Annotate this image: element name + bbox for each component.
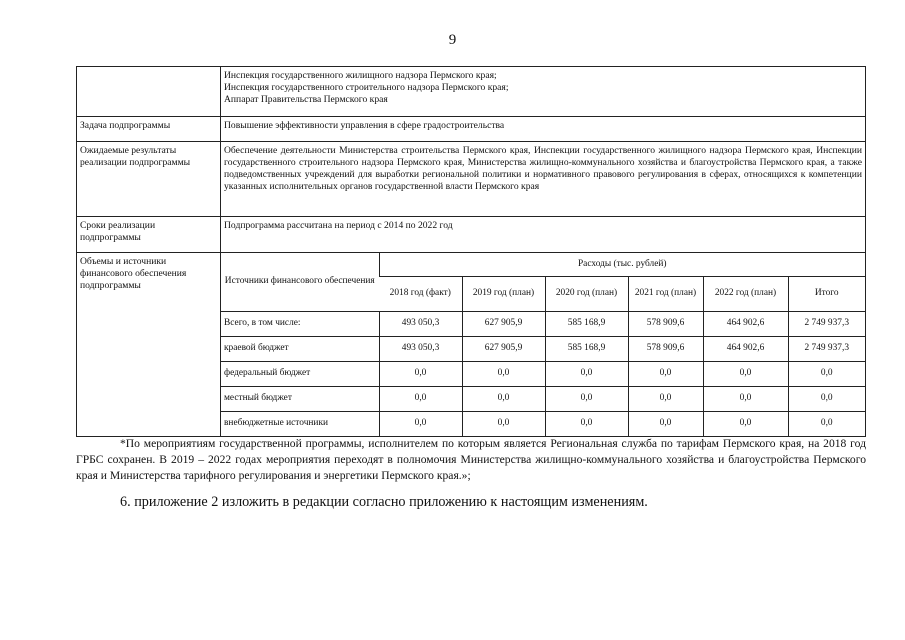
expenses-header: Расходы (тыс. рублей) bbox=[379, 253, 865, 276]
amount-cell: 0,0 bbox=[628, 411, 703, 436]
amount-cell: 0,0 bbox=[379, 411, 462, 436]
amount-cell: 0,0 bbox=[379, 361, 462, 386]
year-column-header: 2021 год (план) bbox=[628, 276, 703, 311]
page-number: 9 bbox=[448, 32, 457, 48]
results-label: Ожидаемые результаты реализации подпрограммы bbox=[77, 142, 221, 217]
amount-cell: 0,0 bbox=[788, 361, 865, 386]
source-name: федеральный бюджет bbox=[221, 361, 379, 386]
amount-cell: 0,0 bbox=[462, 411, 545, 436]
amount-cell: 493 050,3 bbox=[379, 336, 462, 361]
amount-cell: 0,0 bbox=[545, 361, 628, 386]
executors-label-cell bbox=[77, 67, 221, 117]
amount-cell: 2 749 937,3 bbox=[788, 336, 865, 361]
total-column-header: Итого bbox=[788, 276, 865, 311]
finance-header-row bbox=[221, 253, 865, 276]
subprogram-passport-table bbox=[76, 66, 866, 437]
results-value: Обеспечение деятельности Министерства строительства Пермского края, Инспекции государственного жилищного надзора Пермского края, Инспекции государственного строительного надзора Пермского края, Министерства жилищно-коммунального хозяйства и благоустройства Пермского края, а также подведомственных учреждений для выработки региональной политики и нормативного правового регулирования в сферах, относящихся к компетенции указанных исполнительных органов государственной власти Пермского края bbox=[221, 142, 866, 217]
table-row bbox=[221, 336, 865, 361]
amount-cell: 0,0 bbox=[788, 411, 865, 436]
terms-value: Подпрограмма рассчитана на период с 2014 по 2022 год bbox=[221, 217, 866, 253]
amount-cell: 585 168,9 bbox=[545, 336, 628, 361]
amount-cell: 0,0 bbox=[628, 386, 703, 411]
amount-cell: 0,0 bbox=[788, 386, 865, 411]
source-name: краевой бюджет bbox=[221, 336, 379, 361]
amount-cell: 0,0 bbox=[703, 386, 788, 411]
year-column-header: 2018 год (факт) bbox=[379, 276, 462, 311]
amount-cell: 578 909,6 bbox=[628, 311, 703, 336]
source-name: Всего, в том числе: bbox=[221, 311, 379, 336]
amount-cell: 0,0 bbox=[462, 386, 545, 411]
finance-row bbox=[77, 253, 866, 437]
year-column-header: 2019 год (план) bbox=[462, 276, 545, 311]
terms-row bbox=[77, 217, 866, 253]
task-value: Повышение эффективности управления в сфере градостроительства bbox=[221, 117, 866, 142]
amount-cell: 464 902,6 bbox=[703, 311, 788, 336]
source-header: Источники финансового обеспечения bbox=[221, 253, 379, 311]
task-row bbox=[77, 117, 866, 142]
table-row bbox=[221, 411, 865, 436]
amount-cell: 0,0 bbox=[379, 386, 462, 411]
task-label: Задача подпрограммы bbox=[77, 117, 221, 142]
amount-cell: 0,0 bbox=[703, 411, 788, 436]
amount-cell: 585 168,9 bbox=[545, 311, 628, 336]
table-row bbox=[221, 361, 865, 386]
finance-cell bbox=[221, 253, 866, 437]
source-name: внебюджетные источники bbox=[224, 418, 329, 429]
amount-cell: 627 905,9 bbox=[462, 336, 545, 361]
source-name: местный бюджет bbox=[221, 386, 379, 411]
footnote: *По мероприятиям государственной программы, исполнителем по которым является Региональная служба по тарифам Пермского края, на 2018 год ГРБС сохранен. В 2019 – 2022 годах мероприятия переходят в полномочия Министерства жилищно-коммунального хозяйства и благоустройства Пермского края и Министерства тарифного регулирования и энергетики Пермского края.»; bbox=[76, 437, 866, 482]
amount-cell: 0,0 bbox=[462, 361, 545, 386]
executor-line: Аппарат Правительства Пермского края bbox=[224, 93, 388, 105]
terms-label: Сроки реализации подпрограммы bbox=[77, 217, 221, 253]
amount-cell: 464 902,6 bbox=[703, 336, 788, 361]
amendment-instruction: 6. приложение 2 изложить в редакции согласно приложению к настоящим изменениям. bbox=[120, 494, 648, 510]
executors-value-cell bbox=[221, 67, 866, 117]
amount-cell: 578 909,6 bbox=[628, 336, 703, 361]
finance-table bbox=[221, 253, 865, 436]
table-row bbox=[221, 311, 865, 336]
amount-cell: 0,0 bbox=[703, 361, 788, 386]
amount-cell: 627 905,9 bbox=[462, 311, 545, 336]
results-row bbox=[77, 142, 866, 217]
amount-cell: 0,0 bbox=[545, 386, 628, 411]
executor-line: Инспекция государственного жилищного надзора Пермского края; bbox=[224, 70, 497, 81]
executor-line: Инспекция государственного строительного надзора Пермского края; bbox=[224, 81, 509, 93]
year-column-header: 2022 год (план) bbox=[703, 276, 788, 311]
executors-row bbox=[77, 67, 866, 117]
amount-cell: 0,0 bbox=[545, 411, 628, 436]
amount-cell: 493 050,3 bbox=[379, 311, 462, 336]
amount-cell: 2 749 937,3 bbox=[788, 311, 865, 336]
finance-label: Объемы и источники финансового обеспечения подпрограммы bbox=[77, 253, 221, 437]
year-column-header: 2020 год (план) bbox=[545, 276, 628, 311]
amount-cell: 0,0 bbox=[628, 361, 703, 386]
table-row bbox=[221, 386, 865, 411]
